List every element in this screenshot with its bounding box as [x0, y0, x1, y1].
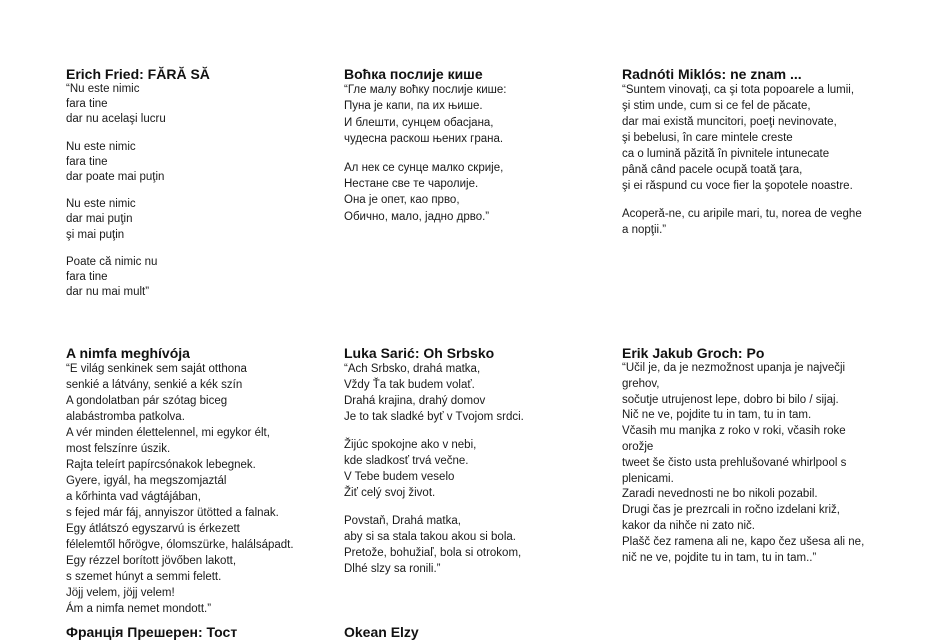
poem-line: până când pacele ocupă toată ţara, [622, 164, 803, 176]
poem-luka-saric [344, 345, 614, 577]
poem-vocka-poslije-kise [344, 66, 614, 225]
poem-line: fara tine [66, 271, 108, 284]
poem-line: şi mai puţin [66, 228, 125, 241]
poem-line: orožje [622, 440, 654, 453]
poem-line: Povstaň, Drahá matka, [344, 515, 461, 527]
stanza [66, 255, 336, 301]
poem-body [66, 361, 336, 617]
poem-title: Erich Fried: FĂRĂ SĂ [66, 66, 210, 82]
poem-body [622, 82, 892, 238]
poem-line: Gyere, igyál, ha megszomjaztál [66, 475, 227, 487]
poem-line: fara tine [66, 155, 108, 168]
poem-line: senkié a látvány, senkié a kék szín [66, 379, 243, 391]
stanza [66, 140, 336, 186]
poem-body [66, 82, 336, 300]
poem-line: dar nu acelaşi lucru [66, 113, 166, 126]
poem-line: Poate că nimic nu [66, 255, 158, 268]
poem-line: A gondolatban pár szótag biceg [66, 395, 228, 407]
poem-line: Nu este nimic [66, 198, 136, 211]
poem-line: ca o lumină păzită în pivnitele intunecate [622, 148, 830, 160]
poem-title: A nimfa meghívója [66, 345, 190, 361]
stanza [344, 82, 614, 148]
poem-line: “Гле малу воћку послије кише: [344, 84, 507, 96]
poem-block [344, 66, 614, 237]
poem-line: Dlhé slzy sa ronili.” [344, 563, 441, 575]
poem-line: most felszínre úszik. [66, 443, 171, 455]
poem-line: kakor da nihče ni zato nič. [622, 519, 755, 532]
stanza [344, 437, 614, 501]
poem-line: Rajta teleírt papírcsónakok lebegnek. [66, 459, 256, 471]
poem-line: Je to tak sladké byť v Tvojom srdci. [344, 411, 524, 423]
poem-body [622, 361, 907, 566]
poem-line: dar poate mai puţin [66, 171, 165, 184]
poem-line: Drahá krajina, drahý domov [344, 395, 486, 407]
poem-line: “E világ senkinek sem saját otthona [66, 363, 247, 375]
poem-body [344, 82, 614, 225]
poem-a-nimfa-meghivoja [66, 345, 336, 617]
poem-line: Žiť celý svoj život. [344, 487, 436, 499]
poem-line: şi ei răspund cu voce fier la şopotele noastre. [622, 180, 853, 192]
poem-line: Egy átlátszó egyszarvú is érkezett [66, 523, 240, 535]
poem-line: Ám a nimfa nemet mondott.” [66, 603, 212, 615]
poem-title: Воћка послије кише [344, 66, 483, 82]
poem-line: “Učil je, da je nezmožnost upanja je največji [622, 362, 846, 374]
poem-line: Pretože, bohužiaľ, bola si otrokom, [344, 547, 522, 559]
stanza [622, 361, 907, 566]
poem-line: félelemtől hőrögve, ólomszürke, halálsápadt. [66, 539, 294, 551]
poem-line: dar mai puţin [66, 213, 133, 226]
stanza [66, 82, 336, 128]
poem-title: Radnóti Miklós: ne znam ... [622, 66, 802, 82]
poem-body [344, 361, 614, 577]
poem-line: dar nu mai mult” [66, 286, 150, 299]
poem-erik-jakub-groch [622, 345, 907, 566]
poem-line: V Tebe budem veselo [344, 471, 455, 483]
poem-line: “Suntem vinovaţi, ca şi tota popoarele a lumii, [622, 84, 855, 96]
poem-line: s szemet húnyt a semmi felett. [66, 571, 222, 583]
poem-line: şi bebelusi, în care mintele creste [622, 132, 793, 144]
poem-line: plenicami. [622, 472, 674, 485]
poem-block [622, 66, 892, 250]
poem-line: И блешти, сунцем обасјана, [344, 116, 494, 129]
poem-line: Обично, мало, јадно дрво.” [344, 210, 490, 223]
poem-line: s fejed már fáj, annyiszor ütötted a falnak. [66, 507, 279, 519]
poem-line: Zaradi nevednosti ne bo nikoli pozabil. [622, 488, 818, 501]
poem-line: Jöjj velem, jöjj velem! [66, 587, 175, 599]
poem-title: Франція Прешерен: Тост [66, 624, 238, 640]
poem-line: Egy rézzel borított jövőben lakott, [66, 555, 237, 567]
poem-line: a nopţii.” [622, 224, 667, 236]
poem-line: Она је опет, као прво, [344, 194, 460, 207]
poem-line: “Ach Srbsko, drahá matka, [344, 363, 481, 375]
stanza [344, 160, 614, 226]
poem-line: Vždy Ťa tak budem volať. [344, 379, 475, 391]
poem-line: Нестане све те чаролије. [344, 178, 479, 191]
poem-line: şi stim unde, cum si ce fel de păcate, [622, 100, 811, 112]
poem-line: Žijúc spokojne ako v nebi, [344, 439, 477, 451]
poem-line: Nič ne ve, pojdite tu in tam, tu in tam. [622, 409, 812, 422]
poem-line: Drugi čas je prezrcali in ročno izdelani križ, [622, 504, 840, 517]
poem-line: A vér minden élettelennel, mi egykor élt, [66, 427, 270, 439]
poem-title: Okean Elzy [344, 624, 419, 640]
poem-line: Plašč čez ramena ali ne, kapo čez ušesa ali ne, [622, 535, 865, 548]
poem-line: aby si sa stala takou akou si bola. [344, 531, 516, 543]
poem-line: grehov, [622, 377, 660, 390]
poem-line: dar mai există muncitori, poeţi nevinovate, [622, 116, 837, 128]
poem-line: a kőrhinta vad vágtájában, [66, 491, 201, 503]
poem-line: Nu este nimic [66, 140, 136, 153]
poem-line: “Nu este nimic [66, 83, 140, 95]
poem-line: sočutje utrujenost lepe, dobro bi bilo / sijaj. [622, 393, 839, 406]
stanza [622, 82, 892, 194]
poem-line: Ал нек се сунце малко скрије, [344, 161, 504, 174]
poem-line: Пуна је капи, па их њише. [344, 100, 483, 113]
poem-line: alabástromba patkolva. [66, 411, 185, 423]
stanza [622, 206, 892, 238]
poem-line: Včasih mu manjka z roko v roki, včasih roke [622, 425, 846, 438]
poem-radnoti-miklos [622, 66, 892, 238]
stanza [344, 361, 614, 425]
poem-line: Acoperă-ne, cu aripile mari, tu, norea de veghe [622, 208, 862, 220]
stanza [344, 513, 614, 577]
poem-block [66, 345, 336, 617]
poem-erich-fried [66, 66, 336, 300]
stanza [66, 361, 336, 617]
poem-line: чудесна раскош њених грана. [344, 133, 504, 146]
poem-block [622, 345, 892, 566]
poem-block [66, 66, 336, 312]
poem-title: Luka Sarić: Oh Srbsko [344, 345, 495, 361]
poem-title: Erik Jakub Groch: Po [622, 345, 765, 361]
poem-line: kde sladkosť trvá večne. [344, 455, 469, 467]
poem-line: fara tine [66, 98, 108, 111]
poem-line: tweet še čisto usta prehlušované whirlpool s [622, 456, 847, 469]
poem-line: nič ne ve, pojdite tu in tam, tu in tam..” [622, 551, 817, 564]
poem-block [344, 345, 614, 589]
stanza [66, 197, 336, 243]
